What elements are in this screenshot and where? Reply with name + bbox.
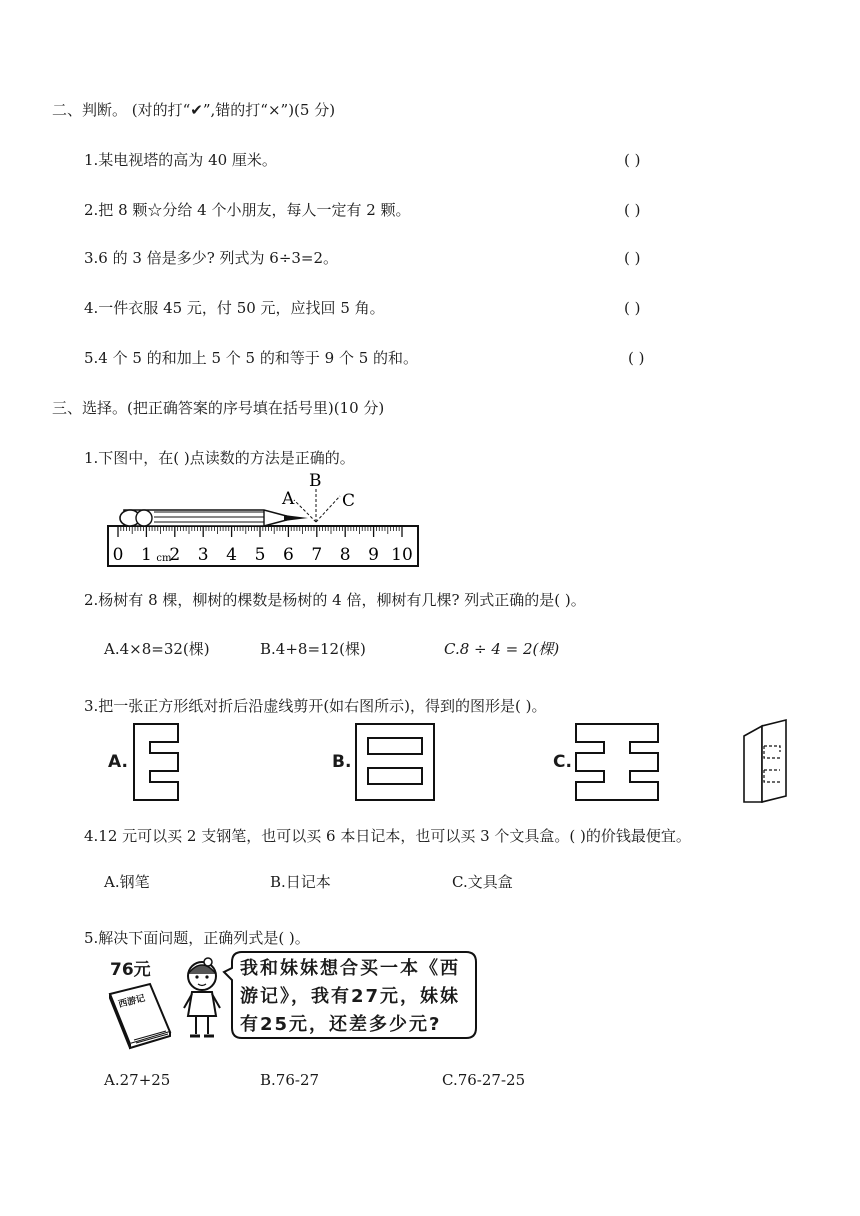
ruler-tick-label: 8 xyxy=(339,545,351,565)
q2-option-c[interactable]: C.8 ÷ 4 = 2(棵) xyxy=(444,640,560,658)
ruler-tick-label: 1 xyxy=(140,545,152,565)
ruler-tick-label: 9 xyxy=(368,545,380,565)
judge-item-3: 3.6 的 3 倍是多少? 列式为 6÷3=2。 xyxy=(84,249,339,267)
girl-figure xyxy=(178,956,228,1040)
point-label-b: B xyxy=(309,471,322,491)
book-title: 西游记 xyxy=(117,993,147,1011)
choice-question-4: 4.12 元可以买 2 支钢笔，也可以买 6 本日记本，也可以买 3 个文具盒。( )的价钱最便宜。 xyxy=(84,827,691,845)
answer-paren-5[interactable]: ( ) xyxy=(628,349,645,367)
q3-option-b-label[interactable]: B. xyxy=(332,752,352,772)
answer-paren-1[interactable]: ( ) xyxy=(624,151,641,169)
q2-option-a[interactable]: A.4×8=32(棵) xyxy=(104,640,210,658)
pencil-ruler-figure xyxy=(104,470,424,570)
bubble-line-2: 游记》，我有27元，妹妹 xyxy=(240,986,461,1007)
q3-option-a-label[interactable]: A. xyxy=(108,752,128,772)
q4-option-c[interactable]: C.文具盒 xyxy=(452,873,513,891)
judge-item-4: 4.一件衣服 45 元，付 50 元，应找回 5 角。 xyxy=(84,299,385,317)
ruler-tick-label: 5 xyxy=(254,545,266,565)
answer-paren-3[interactable]: ( ) xyxy=(624,249,641,267)
point-label-c: C xyxy=(342,491,356,511)
q3-shape-b xyxy=(354,722,436,802)
answer-paren-4[interactable]: ( ) xyxy=(624,299,641,317)
judge-item-2: 2.把 8 颗☆分给 4 个小朋友，每人一定有 2 颗。 xyxy=(84,201,411,219)
q3-shape-a xyxy=(132,722,182,802)
pencil-icon xyxy=(120,510,308,526)
folded-paper-figure xyxy=(740,718,790,804)
judge-item-5: 5.4 个 5 的和加上 5 个 5 的和等于 9 个 5 的和。 xyxy=(84,349,419,367)
q3-option-c-label[interactable]: C. xyxy=(553,752,572,772)
q3-shape-c xyxy=(574,722,660,802)
q4-option-a[interactable]: A.钢笔 xyxy=(104,873,150,891)
book-icon xyxy=(104,980,174,1050)
q2-option-b[interactable]: B.4+8=12(棵) xyxy=(260,640,366,658)
q5-option-b[interactable]: B.76-27 xyxy=(260,1071,320,1089)
q5-option-a[interactable]: A.27+25 xyxy=(104,1071,171,1089)
choice-question-1: 1.下图中，在( )点读数的方法是正确的。 xyxy=(84,449,355,467)
ruler-tick-label: 6 xyxy=(282,545,294,565)
point-label-a: A xyxy=(282,489,295,509)
ruler-tick-label: 10 xyxy=(391,545,413,565)
ruler-tick-label: 0 xyxy=(112,545,124,565)
answer-paren-2[interactable]: ( ) xyxy=(624,201,641,219)
ruler-tick-label: 3 xyxy=(197,545,209,565)
bubble-line-3: 有25元，还差多少元? xyxy=(240,1014,442,1035)
judge-item-1: 1.某电视塔的高为 40 厘米。 xyxy=(84,151,277,169)
section2-heading: 二、判断。 (对的打“✔”,错的打“×”)(5 分) xyxy=(52,101,336,119)
bubble-line-1: 我和妹妹想合买一本《西 xyxy=(240,958,460,979)
q4-option-b[interactable]: B.日记本 xyxy=(270,873,331,891)
book-price: 76元 xyxy=(110,960,151,980)
choice-question-3: 3.把一张正方形纸对折后沿虚线剪开(如右图所示)，得到的图形是( )。 xyxy=(84,697,547,715)
choice-question-5: 5.解决下面问题，正确列式是( )。 xyxy=(84,929,310,947)
choice-question-2: 2.杨树有 8 棵，柳树的棵数是杨树的 4 倍，柳树有几棵? 列式正确的是( )。 xyxy=(84,591,586,609)
ruler-tick-label: 7 xyxy=(311,545,323,565)
q5-option-c[interactable]: C.76-27-25 xyxy=(442,1071,526,1089)
ruler-tick-label: 2 xyxy=(169,545,181,565)
ruler-tick-label: 4 xyxy=(226,545,238,565)
section3-heading: 三、选择。(把正确答案的序号填在括号里)(10 分) xyxy=(52,399,385,417)
ruler-unit-label: cm xyxy=(156,553,172,564)
sight-line-c xyxy=(316,496,340,522)
